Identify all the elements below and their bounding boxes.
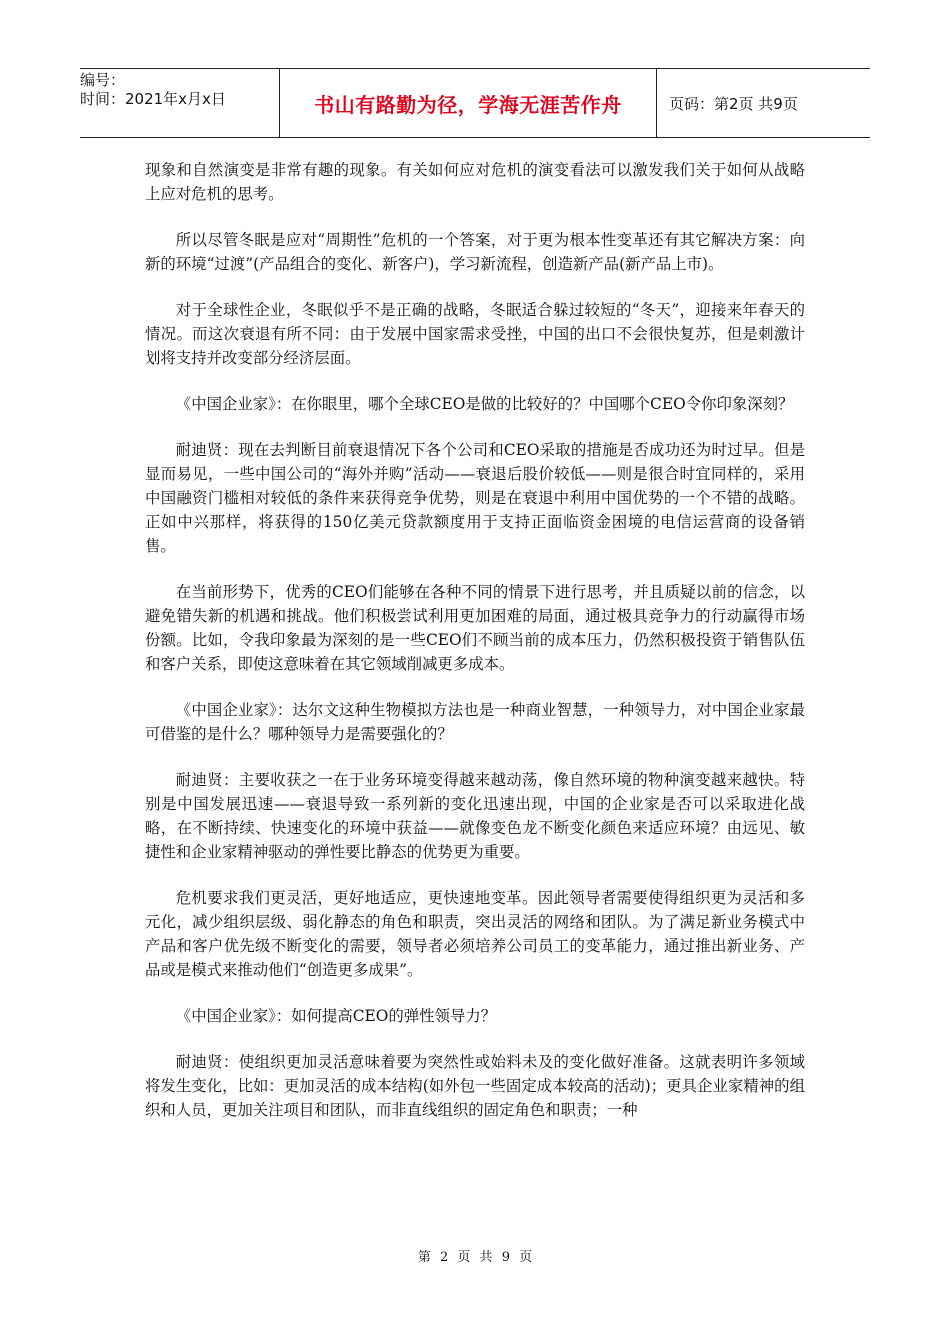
header-meta: [80, 69, 280, 137]
interview-question: 《中国企业家》：在你眼里，哪个全球CEO是做的比较好的？中国哪个CEO令你印象深刻？: [175, 395, 794, 413]
body-paragraph: 对于全球性企业，冬眠似乎不是正确的战略，冬眠适合躲过较短的“冬天”，迎接来年春天的情况。而这次衰退有所不同：由于发展中国家需求受挫，中国的出口不会很快复苏，但是刺激计划将支持并改变部分经济层面。: [145, 301, 805, 367]
interview-answer: 耐迪贤：主要收获之一在于业务环境变得越来越动荡，像自然环境的物种演变越来越快。特别是中国发展迅速——衰退导致一系列新的变化迅速出现，中国的企业家是否可以采取进化战略，在不断持续、快速变化的环境中获益——就像变色龙不断变化颜色来适应环境？由远见、敏捷性和企业家精神驱动的弹性要比静态的优势更为重要。: [145, 771, 805, 861]
body-paragraph: 所以尽管冬眠是应对“周期性”危机的一个答案，对于更为根本性变革还有其它解决方案：向新的环境“过渡”(产品组合的变化、新客户)，学习新流程，创造新产品(新产品上市)。: [145, 231, 805, 273]
body-paragraph: 危机要求我们更灵活，更好地适应，更快速地变革。因此领导者需要使得组织更为灵活和多元化，减少组织层级、弱化静态的角色和职责，突出灵活的网络和团队。为了满足新业务模式中产品和客户优先级不断变化的需要，领导者必须培养公司员工的变革能力，通过推出新业务、产品或是模式来推动他们“创造更多成果”。: [145, 889, 805, 979]
interview-answer: 耐迪贤：使组织更加灵活意味着要为突然性或始料未及的变化做好准备。这就表明许多领域将发生变化，比如：更加灵活的成本结构(如外包一些固定成本较高的活动)；更具企业家精神的组织和人员，更加关注项目和团队，而非直线组织的固定角色和职责；一种: [145, 1053, 805, 1119]
body-paragraph: 在当前形势下，优秀的CEO们能够在各种不同的情景下进行思考，并且质疑以前的信念，以避免错失新的机遇和挑战。他们积极尝试利用更加困难的局面，通过极具竞争力的行动赢得市场份额。比如，令我印象最为深刻的是一些CEO们不顾当前的成本压力，仍然积极投资于销售队伍和客户关系，即使这意味着在其它领域削减更多成本。: [145, 583, 805, 673]
page-footer: 第 2 页 共 9 页: [417, 1250, 533, 1265]
interview-question: 《中国企业家》：达尔文这种生物模拟方法也是一种商业智慧，一种领导力，对中国企业家最可借鉴的是什么？哪种领导力是需要强化的？: [145, 701, 805, 743]
document-time-label: 时间：2021年x月x日: [80, 90, 226, 108]
page-header: [80, 68, 870, 138]
interview-answer: 耐迪贤：现在去判断目前衰退情况下各个公司和CEO采取的措施是否成功还为时过早。但是显而易见，一些中国公司的“海外并购”活动——衰退后股价较低——则是很合时宜同样的，采用中国融资门槛相对较低的条件来获得竞争优势，则是在衰退中利用中国优势的一个不错的战略。正如中兴那样，将获得的150亿美元贷款额度用于支持正面临资金困境的电信运营商的设备销售。: [145, 441, 805, 555]
header-page-info: 页码：第2页 共9页: [669, 94, 798, 113]
header-motto: 书山有路勤为径，学海无涯苦作舟: [280, 69, 657, 137]
interview-question: 《中国企业家》：如何提高CEO的弹性领导力？: [175, 1007, 497, 1025]
document-body: [145, 158, 805, 1144]
document-number-label: 编号：: [80, 71, 126, 89]
body-paragraph: 现象和自然演变是非常有趣的现象。有关如何应对危机的演变看法可以激发我们关于如何从战略上应对危机的思考。: [145, 161, 805, 203]
